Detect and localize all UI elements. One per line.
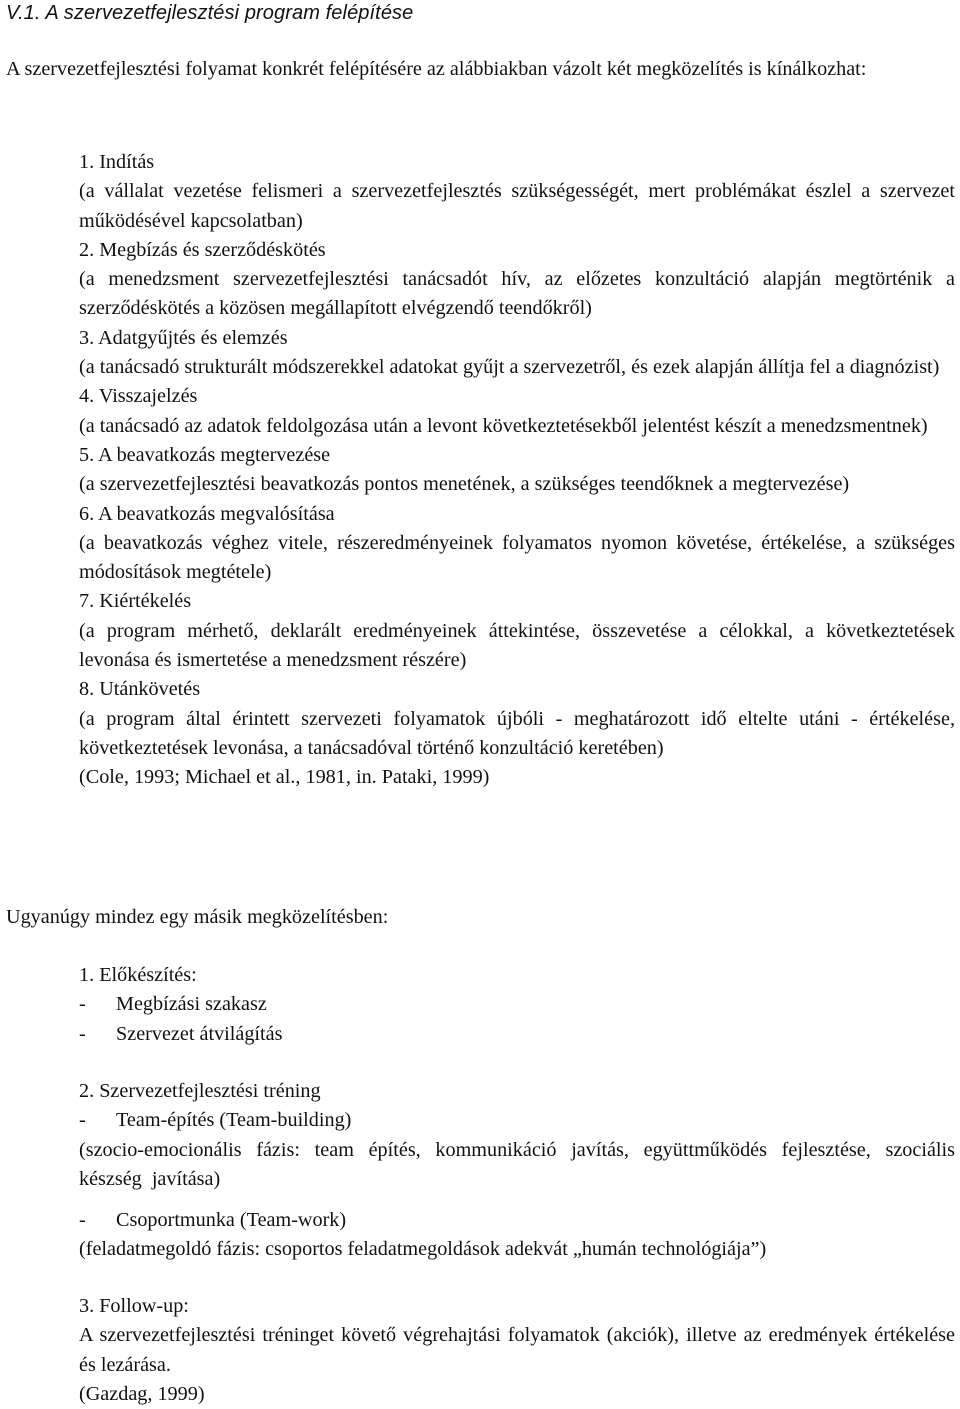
phase-title: 2. Szervezetfejlesztési tréning (79, 1080, 321, 1102)
dash-marker: - (79, 993, 86, 1016)
step-description: (a szervezetfejlesztési beavatkozás pontos menetének, a szükséges teendőknek a megtervezése) (79, 473, 850, 496)
phase-follow-up (79, 1292, 955, 1409)
step-title: 8. Utánkövetés (79, 678, 201, 701)
process-step (79, 587, 955, 675)
step-description: (a tanácsadó az adatok feldolgozása után a levont következtetésekből jelentést készít a menedzsmentnek) (79, 414, 928, 437)
intro-paragraph: A szervezetfejlesztési folyamat konkrét felépítésére az alábbiakban vázolt két megközelítés is kínálkozhat: (6, 58, 867, 80)
step-title: 1. Indítás (79, 151, 155, 173)
second-approach-intro: Ugyanúgy mindez egy másik megközelítésben: (6, 906, 389, 928)
phase-training (79, 1077, 955, 1194)
bullet-item (79, 990, 955, 1019)
process-step (79, 148, 955, 236)
bullet-text: Szervezet átvilágítás (116, 1022, 283, 1045)
process-step (79, 236, 955, 324)
step-title: 2. Megbízás és szerződéskötés (79, 238, 326, 261)
bullet-item (79, 1020, 955, 1049)
phase-title: 1. Előkészítés: (79, 964, 197, 986)
process-step (79, 675, 955, 763)
dash-marker: - (79, 1022, 86, 1045)
citation: (Gazdag, 1999) (79, 1382, 205, 1405)
dash-marker: - (79, 1109, 86, 1132)
citation: (Cole, 1993; Michael et al., 1981, in. Pataki, 1999) (79, 766, 490, 789)
process-step (79, 500, 955, 588)
process-step (79, 441, 955, 500)
step-title: 6. A beavatkozás megvalósítása (79, 502, 335, 525)
step-description: (a vállalat vezetése felismeri a szervezetfejlesztés szükségességét, mert problémákat észlel a szervezet működésével kapcsolatban) (79, 180, 955, 232)
dash-marker: - (79, 1209, 86, 1231)
step-description: (a program által érintett szervezeti folyamatok újbóli - meghatározott idő eltelte utáni - értékelése, következtetések levonása, a tanácsadóval történő konzultáció keretében) (79, 707, 955, 759)
citation-item (79, 763, 955, 792)
bullet-item (79, 1206, 955, 1235)
phase-preparation (79, 961, 955, 1049)
phase-description: A szervezetfejlesztési tréninget követő végrehajtási folyamatok (akciók), illetve az eredmények értékelése és lezárása. (79, 1324, 955, 1376)
step-title: 5. A beavatkozás megtervezése (79, 443, 331, 466)
step-title: 3. Adatgyűjtés és elemzés (79, 326, 288, 349)
process-step (79, 324, 955, 383)
bullet-item (79, 1106, 955, 1135)
phase-teamwork (79, 1206, 955, 1265)
section-heading: V.1. A szervezetfejlesztési program felépítése (6, 2, 414, 24)
phase-title: 3. Follow-up: (79, 1295, 189, 1317)
step-description: (a tanácsadó strukturált módszerekkel adatokat gyűjt a szervezetről, és ezek alapján állítja fel a diagnózist) (79, 356, 940, 379)
step-title: 4. Visszajelzés (79, 385, 198, 408)
process-step-list (79, 148, 955, 793)
bullet-text: Megbízási szakasz (116, 993, 267, 1016)
step-title: 7. Kiértékelés (79, 590, 192, 613)
bullet-description: (szocio-emocionális fázis: team építés, kommunikáció javítás, együttműködés fejlesztése, szociális készség javítása) (79, 1138, 955, 1190)
bullet-description: (feladatmegoldó fázis: csoportos feladatmegoldások adekvát „humán technológiája”) (79, 1238, 767, 1261)
bullet-text: Team-építés (Team-building) (116, 1109, 352, 1132)
step-description: (a beavatkozás véghez vitele, részeredményeinek folyamatos nyomon követése, értékelése, a szükséges módosítások megtétele) (79, 531, 955, 584)
step-description: (a program mérhető, deklarált eredményeinek áttekintése, összevetése a célokkal, a következtetések levonása és ismertetése a menedzsment részére) (79, 619, 955, 672)
process-step (79, 382, 955, 441)
step-description: (a menedzsment szervezetfejlesztési tanácsadót hív, az előzetes konzultáció alapján megtörténik a szerződéskötés a közösen megállapított elvégzendő teendőkről) (79, 268, 955, 320)
bullet-text: Csoportmunka (Team-work) (116, 1209, 347, 1231)
